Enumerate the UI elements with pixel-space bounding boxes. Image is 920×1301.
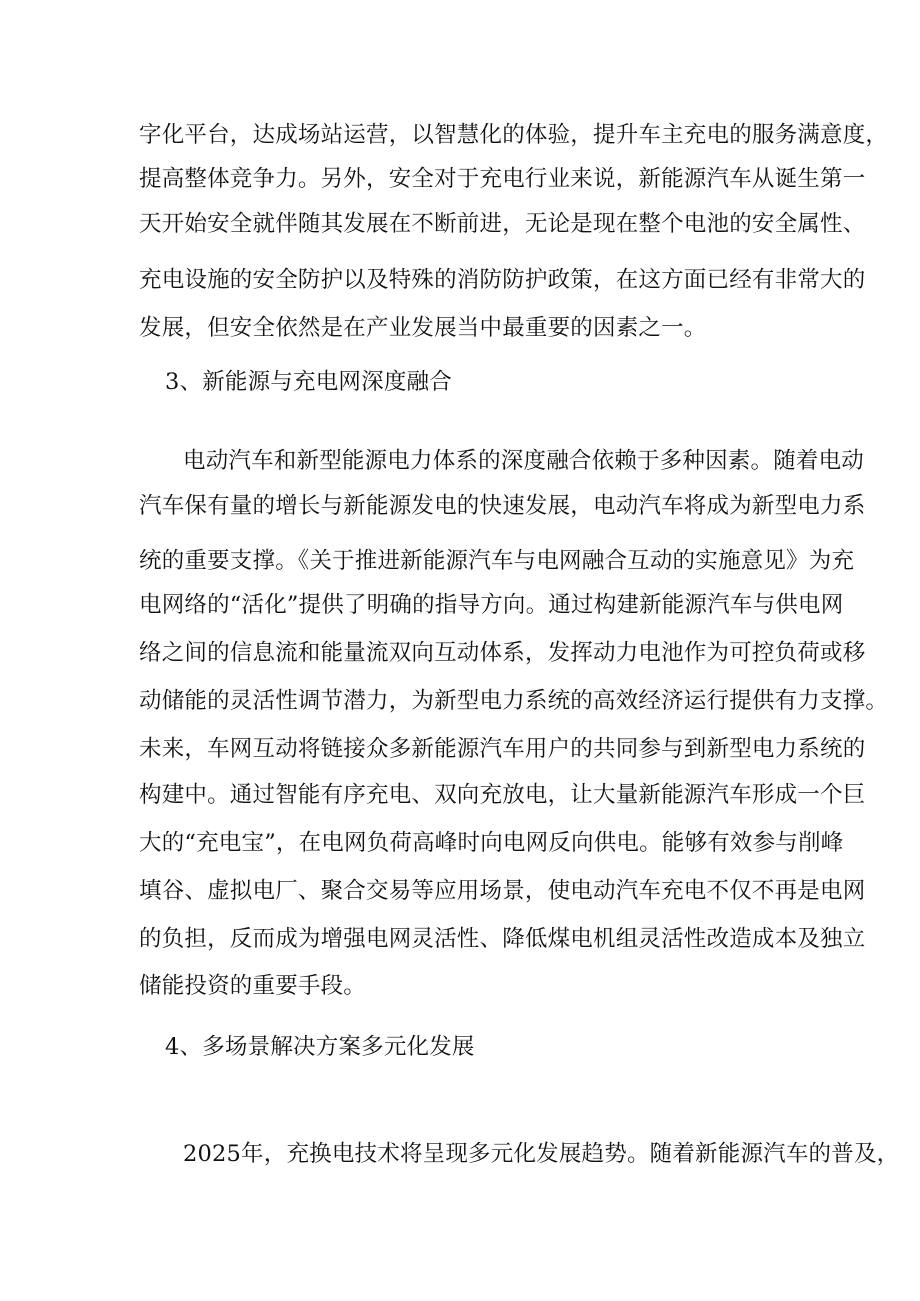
paragraph-line: 天开始安全就伴随其发展在不断前进，无论是现在整个电池的安全属性、 (139, 211, 866, 237)
paragraph-line: 大的“充电宝”，在电网负荷高峰时向电网反向供电。能够有效参与削峰 (139, 830, 844, 856)
paragraph-line: 充电设施的安全防护以及特殊的消防防护政策，在这方面已经有非常大的 (139, 267, 866, 293)
paragraph-line: 未来，车网互动将链接众多新能源汽车用户的共同参与到新型电力系统的 (139, 736, 866, 762)
paragraph-line: 电动汽车和新型能源电力体系的深度融合依赖于多种因素。随着电动 (183, 448, 865, 474)
paragraph-line: 电网络的“活化”提供了明确的指导方向。通过构建新能源汽车与供电网 (139, 592, 844, 618)
paragraph-line: 提高整体竞争力。另外，安全对于充电行业来说，新能源汽车从诞生第一 (139, 166, 866, 192)
paragraph-line: 发展，但安全依然是在产业发展当中最重要的因素之一。 (139, 315, 707, 341)
paragraph-line: 字化平台，达成场站运营，以智慧化的体验，提升车主充电的服务满意度， (139, 122, 889, 148)
paragraph-line: 的负担，反而成为增强电网灵活性、降低煤电机组灵活性改造成本及独立 (139, 926, 866, 952)
paragraph-line: 汽车保有量的增长与新能源发电的快速发展，电动汽车将成为新型电力系 (139, 493, 866, 519)
paragraph-line: 填谷、虚拟电厂、聚合交易等应用场景，使电动汽车充电不仅不再是电网 (139, 878, 866, 904)
paragraph-line: 2025年，充换电技术将呈现多元化发展趋势。随着新能源汽车的普及， (183, 1141, 900, 1167)
paragraph-line: 动储能的灵活性调节潜力，为新型电力系统的高效经济运行提供有力支撑。 (139, 688, 889, 714)
section-heading-3: 3、新能源与充电网深度融合 (165, 369, 452, 395)
paragraph-line: 络之间的信息流和能量流双向互动体系，发挥动力电池作为可控负荷或移 (139, 640, 866, 666)
paragraph-line: 储能投资的重要手段。 (139, 973, 367, 999)
paragraph-line: 统的重要支撑。《关于推进新能源汽车与电网融合互动的实施意见》为充 (139, 548, 855, 574)
paragraph-line: 构建中。通过智能有序充电、双向充放电，让大量新能源汽车形成一个巨 (139, 782, 866, 808)
section-heading-4: 4、多场景解决方案多元化发展 (165, 1034, 475, 1060)
